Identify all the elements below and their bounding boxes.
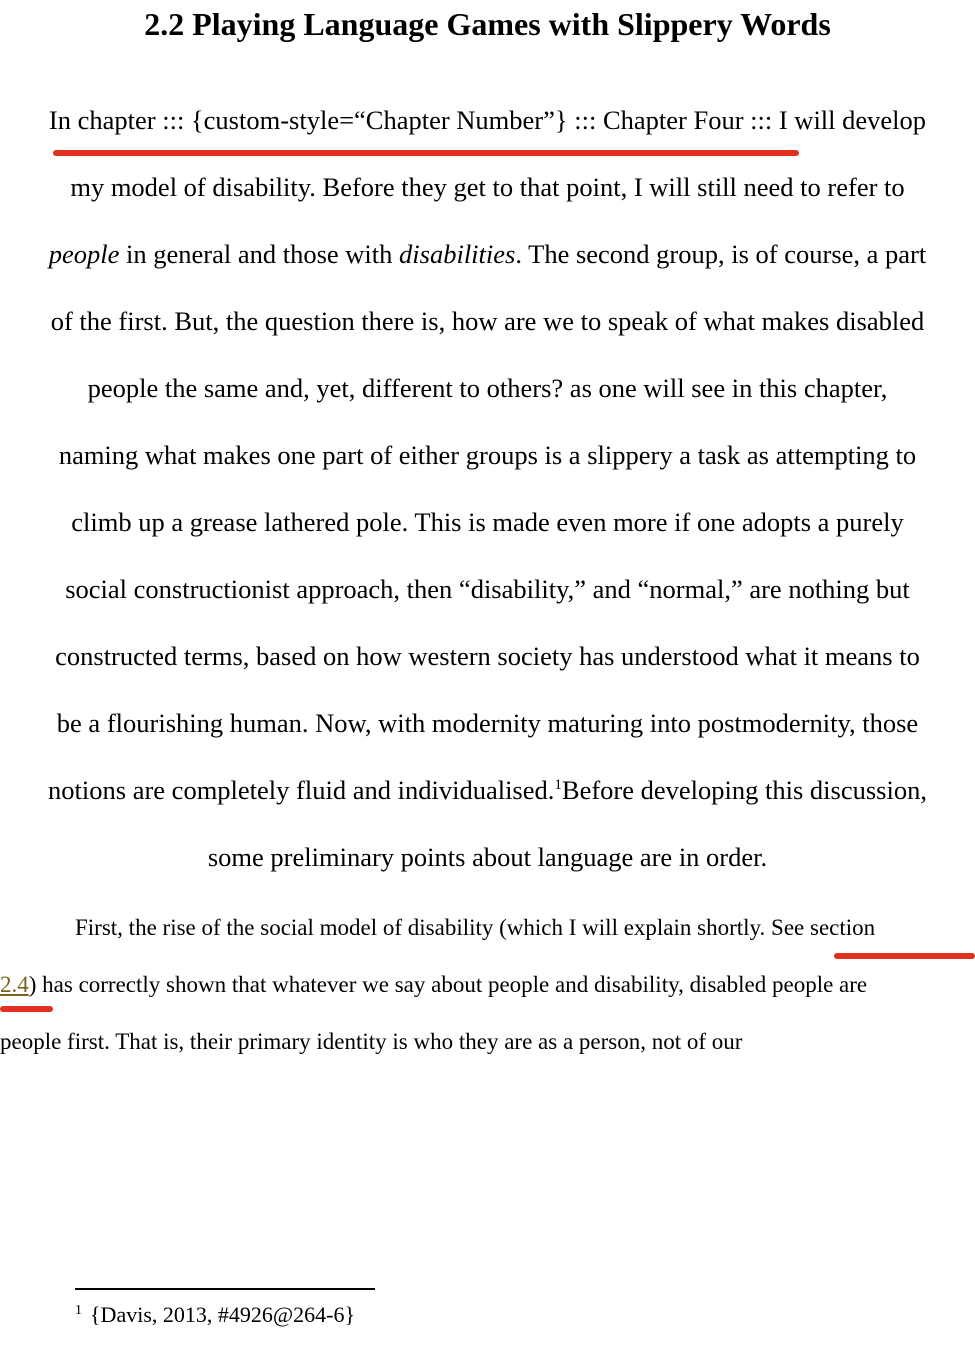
text-span: in general and those with <box>119 239 400 269</box>
body-paragraph-2 <box>0 899 975 1070</box>
italic-term-people: people <box>48 239 120 269</box>
footnote-number: 1 <box>75 1303 82 1318</box>
footnote-reference[interactable]: 1 <box>554 777 562 793</box>
text-line: naming what makes one part of either groups is a slippery a task as attempting to <box>58 440 917 470</box>
text-line: climb up a grease lathered pole. This is made even more if one adopts a purely <box>71 507 904 537</box>
text-line: constructed terms, based on how western society has understood what it means to <box>55 641 920 671</box>
annotation-underline <box>834 953 975 959</box>
section-link[interactable]: 2.4 <box>0 972 29 997</box>
text-line <box>0 221 975 288</box>
body-paragraph-1 <box>0 87 975 891</box>
text-line: some preliminary points about language are in order. <box>207 842 768 872</box>
annotation-underline <box>0 1006 53 1012</box>
text-line <box>0 956 975 1013</box>
text-span: notions are completely fluid and individualised. <box>48 775 555 805</box>
text-span: ) has correctly shown that whatever we say about people and disability, disabled people are <box>28 972 868 997</box>
text-span: Before developing this discussion, <box>561 775 927 805</box>
footnote-separator <box>75 1288 375 1290</box>
text-line: social constructionist approach, then “disability,” and “normal,” are nothing but <box>65 574 910 604</box>
text-line <box>0 757 975 824</box>
footnote <box>75 1300 355 1330</box>
annotation-underline <box>53 150 799 156</box>
text-line: people the same and, yet, different to others? as one will see in this chapter, <box>87 373 888 403</box>
text-line: of the first. But, the question there is, how are we to speak of what makes disabled <box>50 306 925 336</box>
text-line: First, the rise of the social model of disability (which I will explain shortly. See section <box>75 915 876 940</box>
text-line: be a flourishing human. Now, with modernity maturing into postmodernity, those <box>56 708 919 738</box>
text-span: . The second group, is of course, a part <box>515 239 927 269</box>
italic-term-disabilities: disabilities <box>399 239 516 269</box>
footnote-text: {Davis, 2013, #4926@264-6} <box>90 1302 356 1327</box>
text-line: In chapter ::: {custom-style=“Chapter Number”} ::: Chapter Four ::: I will develop <box>48 105 927 135</box>
section-heading: 2.2 Playing Language Games with Slippery Words <box>144 6 831 42</box>
text-line: people first. That is, their primary identity is who they are as a person, not of our <box>0 1029 743 1054</box>
text-line: my model of disability. Before they get to that point, I will still need to refer to <box>70 172 905 202</box>
